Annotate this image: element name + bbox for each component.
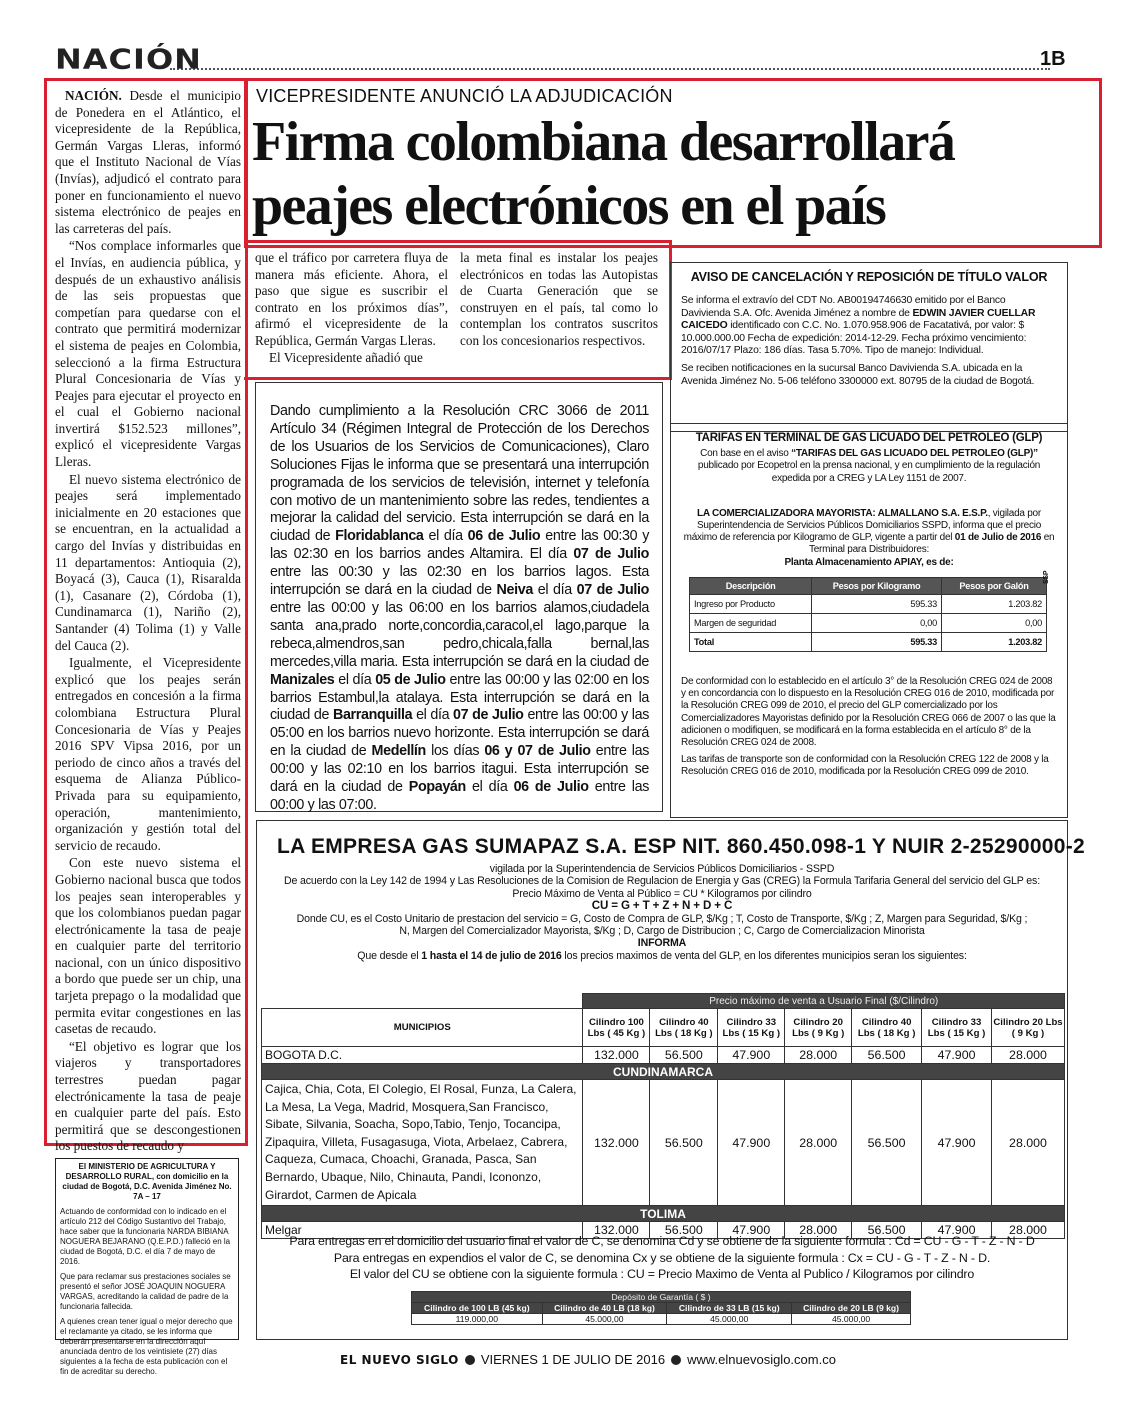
tarifas-title: TARIFAS EN TERMINAL DE GAS LICUADO DEL PETROLEO (GLP) <box>695 432 1043 444</box>
newspaper-brand: EL NUEVO SIGLO <box>340 1353 459 1367</box>
article-body-col3: la meta final es instalar los peajes electrónicos en todas las Autopistas de Cuarta Generación que se construyen en el país, tal como lo contemplan los contratos suscritos con los concesionarios respectivos. <box>460 250 658 348</box>
paragraph: Con este nuevo sistema el Gobierno nacional busca que todos los peajes sean interoperables y que los colombianos puedan pagar electrónicamente la tasa de peaje en cualquier parte del territorio nacional, con un único dispositivo a bordo que puede ser un chip, una tarjeta prepago o la modalidad que permita evitar congestiones en las casetas de recaudo. <box>55 855 241 1037</box>
table-row: Margen de seguridad 0,00 0,00 <box>690 614 1047 633</box>
page-number: 1B <box>1040 48 1066 70</box>
article-body-left <box>55 88 241 1156</box>
paragraph: “El objetivo es lograr que los viajeros y transportadores terrestres puedan pagar electrónicamente la tasa de peaje en cualquier parte del país. Esto permitirá que se descongestionen los puestos de recaudo y <box>55 1038 241 1154</box>
ssp-logo: SSP <box>1043 570 1050 584</box>
notice-heading: El MINISTERIO DE AGRICULTURA Y DESARROLLO RURAL, con domicilio en la ciudad de Bogotá, D.C. Avenida Jiménez No. 7A – 17 <box>62 1162 232 1201</box>
article-headline <box>252 110 1092 238</box>
paragraph: El nuevo sistema electrónico de peajes será implementado inicialmente en 20 estaciones que se encuentran, en la actualidad a cargo del Invías y distribuidas en 11 departamentos: Antioquia (2), Boyacá (3), Cauca (1), Risaralda (1), Casanare (2), Córdoba (1), Cundinamarca (1), Nariño (2), Santander (4) Tolima (1) y Valle del Cauca (2). <box>55 471 241 653</box>
glp-price-table: Descripción Pesos por Kilogramo Pesos por Galón Ingreso por Producto 595.33 1.203.82 Margen de seguridad 0,00 0,00 Total 595.33 1.203.82 <box>689 577 1047 652</box>
bullet-icon <box>465 1355 475 1365</box>
paragraph: “Nos complace informarles que el Invías, en audiencia pública, y después de un exhaustivo análisis de las seis propuestas que competían para quedarse con el contrato que permitirá modernizar el sistema de peajes en Colombia, seleccionó a la firma Estructura Plural Concesionaria de Vías y Peajes para ejecutar el proyecto en el cual el Gobierno nacional invertirá $152.523 millones”, explicó el vicepresidente Vargas Lleras. <box>55 238 241 470</box>
bullet-icon <box>671 1355 681 1365</box>
deposit-table: Depósito de Garantía ( $ ) Cilindro de 100 LB (45 kg) Cilindro de 40 LB (18 kg) Cilindro de 33 LB (15 kg) Cilindro de 20 LB (9 kg) 119.000,00 45.000,00 45.000,00 45.000,00 <box>411 1291 911 1325</box>
section-title: NACIÓN <box>55 42 202 76</box>
top-rule <box>170 68 1050 70</box>
claro-interruption-notice: Dando cumplimiento a la Resolución CRC 3066 de 2011 Artículo 34 (Régimen Integral de Protección de los Derechos de los Usuarios de los Servicios de Comunicaciones), Claro Soluciones Fijas le informa que se presentará una interrupción programada de los servicios de televisión, internet y telefonía con motivo de un mantenimiento sobre las redes, tendientes a mejorar la calidad del servicio. Esta interrupción se dará en la ciudad de Floridablanca el día 06 de Julio entre las 00:30 y las 02:30 en los barrios andes Altamira. El día 07 de Julio entre las 00:30 y las 02:30 en los barrios lagos. Esta interrupción se dará en la ciudad de Neiva el día 07 de Julio entre las 00:00 y las 06:00 en los barrios alamos,ciudadela santa ana,prado norte,concordia,caracol,el lago,parque la rebeca,almendros,san pedro,chicala,falla bernal,las mercedes,villa maria. Esta interrupción se dará en la ciudad de Manizales el día 05 de Julio entre las 00:00 y las 02:00 en los barrios Estambul,la atalaya. Esta interrupción se dará en la ciudad de Barranquilla el día 07 de Julio entre las 00:00 y las 05:00 en los barrios nuevo horizonte. Esta interrupción se dará en la ciudad de Medellín los días 06 y 07 de Julio entre las 00:00 y las 02:10 en los barrios itagui. Esta interrupción se dará en la ciudad de Popayán el día 06 de Julio entre las 00:00 y las 07:00. <box>255 382 663 812</box>
title-cancellation-notice: AVISO DE CANCELACIÓN Y REPOSICIÓN DE TÍTULO VALOR Se informa el extravío del CDT No. AB00194746630 emitido por el Banco Davivienda S.A. Ofc. Avenida Jiménez a nombre de EDWIN JAVIER CUELLAR CAICEDO identificado con C.C. No. 1.070.958.906 de Facatativá, por valor: $ 10.000.000.00 Fecha de expedición: 2014-12-29. Fecha próximo vencimiento: 2016/07/17 Plazo: 186 días. Tasa 5.70%. Tipo de manejo: Individual. Se reciben notificaciones en la sucursal Banco Davivienda S.A. ubicada en la Avenida Jiménez No. 5-06 teléfono 3300000 ext. 80795 de la ciudad de Bogotá. <box>670 262 1068 432</box>
dateline: NACIÓN. <box>65 88 122 103</box>
table-row: BOGOTA D.C. 132.000 56.500 47.900 28.000 56.500 47.900 28.000 <box>262 1047 1065 1064</box>
article-body-col2: que el tráfico por carretera fluya de manera más eficiente. Ahora, el paso que sigue es suscribir el contrato en los próximos días”, afirmó el vicepresidente de la República, Germán Vargas Lleras. El Vicepresidente añadió que <box>255 250 448 365</box>
headline-line-2: peajes electrónicos en el país <box>252 175 886 237</box>
footer-url[interactable]: www.elnuevosiglo.com.co <box>687 1352 836 1367</box>
ministry-notice: El MINISTERIO DE AGRICULTURA Y DESARROLLO RURAL, con domicilio en la ciudad de Bogotá, D.C. Avenida Jiménez No. 7A – 17 Actuando de conformidad con lo indicado en el artículo 212 del Código Sustantivo del Trabajo, hace saber que la funcionaria NARDA BIBIANA NOGUERA BEJARANO (Q.E.P.D.) falleció en la ciudad de Bogotá, D.C. el día 7 de mayo de 2016. Que para reclamar sus prestaciones sociales se presentó el señor JOSÉ JOAQUIN NOGUERA VARGAS, acreditando la calidad de padre de la funcionaria fallecida. A quienes crean tener igual o mejor derecho que el reclamante ya citado, se les informa que deberán presentarse en la dirección aquí anunciada dentro de los veintisiete (27) días siguientes a la fecha de esta publicación con el fin de acreditar su derecho. <box>55 1158 239 1340</box>
paragraph: Igualmente, el Vicepresidente explicó que los peajes serán entregados en concesión a la firma colombiana Estructura Plural Concesionaria de Vías y Peajes 2016 SPV Vipsa 2016, por un periodo de cinco años a través del esquema de Alianza Público-Privada para su equipamiento, operación, mantenimiento, organización y gestión total del servicio de recaudo. <box>55 655 241 853</box>
paragraph: NACIÓN. Desde el municipio de Ponedera en el Atlántico, el vicepresidente de la República, Germán Vargas Lleras, informó que el Instituto Nacional de Vías (Invías), adjudicó el contrato para poner en funcionamiento el nuevo sistema electrónico de peajes en las carreteras del país. <box>55 88 241 236</box>
sumapaz-intro: vigilada por la Superintendencia de Servicios Públicos Domiciliarios - SSPD De acuerdo con la Ley 142 de 1994 y Las Resoluciones de la Comision de Regulacion de Energia y Gas (CREG) la Formula Tarifaria General del servicio del GLP es: Precio Máximo de Venta al Público = CU * Kilogramos por cilindro CU = G + T + Z + N + D + C Donde CU, es el Costo Unitario de prestacion del servicio = G, Costo de Compra de GLP, $/Kg ; T, Costo de Transporte, $/Kg ; Z, Margen para Seguridad, $/Kg ; N, Margen del Comercializador Mayorista, $/Kg ; D, Cargo de Distribucion ; C, Cargo de Comercializacion Minorista INFORMA Que desde el 1 hasta el 14 de julio de 2016 los precios maximos de venta del GLP, en los diferentes municipios seran los siguientes: <box>267 863 1057 962</box>
sumapaz-title: LA EMPRESA GAS SUMAPAZ S.A. ESP NIT. 860.450.098-1 Y NUIR 2-25290000-2 <box>277 835 1086 858</box>
table-row: Melgar 132.000 56.500 47.900 28.000 56.500 47.900 28.000 <box>262 1222 1065 1239</box>
tariff-formula: CU = G + T + Z + N + D + C <box>591 899 733 913</box>
page-footer <box>340 1352 836 1367</box>
table-row: Cajica, Chia, Cota, El Colegio, El Rosal, Funza, La Calera, La Mesa, La Vega, Madrid, Mosquera,San Francisco, Sibate, Silvania, Soacha, Sopo,Tabio, Tenjo, Tocancipa, Zipaquira, Villeta, Fusagasuga, Viota, Arbelaez, Cabrera, Caqueza, Cumaca, Choachi, Granada, Pasca, San Bernardo, Ubaque, Nilo, Chinauta, Pandi, Icononzo, Girardot, Carmen de Apicala 132.000 56.500 47.900 28.000 56.500 47.900 28.000 <box>262 1080 1065 1206</box>
glp-tariff-notice: TARIFAS EN TERMINAL DE GAS LICUADO DEL PETROLEO (GLP) Con base en el aviso “TARIFAS DEL GAS LICUADO DEL PETROLEO (GLP)” publicado por Ecopetrol en la prensa nacional, y en cumplimiento de la regulación expedida por a CREG y LA Ley 1151 de 2007. LA COMERCIALIZADORA MAYORISTA: ALMALLANO S.A. E.S.P., vigilada por Superintendencia de Servicios Públicos Domiciliarios SSPD, informa que el precio máximo de referencia por Kilogramo de GLP, vigente a partir del 01 de Julio de 2016 en Terminal para Distribuidores: Planta Almacenamiento APIAY, es de: SSP Descripción Pesos por Kilogramo Pesos por Galón Ingreso por Producto 595.33 1.203.82 Margen de seguridad 0,00 0,00 Total 595.33 1.203.82 De conformidad con lo establecido en el artículo 3° de la Resolución CREG 024 de 2008 y en concordancia con lo dispuesto en la Resolución CREG 016 de 2010, modificada por la Resolución CREG 099 de 2010, el precio del GLP comercializado por los Comercializadores Mayoristas definido por la Resolución CREG 066 de 2007 o las que la adicionen o modifiquen, se modificará en la forma establecida en el artículo 8° de la Resolución CREG 024 de 2008. Las tarifas de transporte son de conformidad con la Resolución CREG 122 de 2008 y la Resolución CREG 016 de 2010, modificada por la Resolución CREG 099 de 2010. <box>670 423 1068 818</box>
table-row: 119.000,00 45.000,00 45.000,00 45.000,00 <box>412 1314 911 1325</box>
gas-sumapaz-notice <box>256 820 1086 1340</box>
headline-line-1: Firma colombiana desarrollará <box>252 111 955 173</box>
aviso-title: AVISO DE CANCELACIÓN Y REPOSICIÓN DE TÍTULO VALOR <box>690 270 1048 284</box>
table-row: Total 595.33 1.203.82 <box>690 633 1047 652</box>
municipal-price-table: Precio máximo de venta a Usuario Final ($/Cilindro) MUNICIPIOS Cilindro 100 Lbs ( 45 Kg ) Cilindro 40 Lbs ( 18 Kg ) Cilindro 33 Lbs ( 15 Kg ) Cilindro 20 Lbs ( 9 Kg ) Cilindro 40 Lbs ( 18 Kg ) Cilindro 33 Lbs ( 15 Kg ) Cilindro 20 Lbs ( 9 Kg ) BOGOTA D.C. 132.000 56.500 47.900 28.000 56.500 47.900 28.000 CUNDINAMARCA Cajica, Chia, Cota, El Colegio, El Rosal, Funza, La Calera, La Mesa, La Vega, Madrid, Mosquera,San Francisco, Sibate, Silvania, Soacha, Sopo,Tabio, Tenjo, Tocancipa, Zipaquira, Villeta, Fusagasuga, Viota, Arbelaez, Cabrera, Caqueza, Cumaca, Choachi, Granada, Pasca, San Bernardo, Ubaque, Nilo, Chinauta, Pandi, Icononzo, Girardot, Carmen de Apicala 132.000 56.500 47.900 28.000 56.500 47.900 28.000 TOLIMA Melgar 132.000 56.500 47.900 28.000 56.500 47.900 28.000 <box>261 993 1065 1239</box>
sumapaz-formulas: Para entregas en el domicilio del usuario final el valor de C, se denomina Cd y se obtiene de la siguiente formula : Cd = CU - G - T - Z - N - D Para entregas en expendios el valor de C, se denomina Cx y se obtiene de la siguiente formula : Cx = CU - G - T - Z - N - D. El valor del CU se obtiene con la siguiente formula : CU = Precio Maximo de Venta al Publico / Kilogramos por cilindro <box>289 1234 1035 1281</box>
footer-date: VIERNES 1 DE JULIO DE 2016 <box>480 1352 666 1367</box>
table-row: Ingreso por Producto 595.33 1.203.82 <box>690 595 1047 614</box>
article-kicker: VICEPRESIDENTE ANUNCIÓ LA ADJUDICACIÓN <box>256 86 673 106</box>
